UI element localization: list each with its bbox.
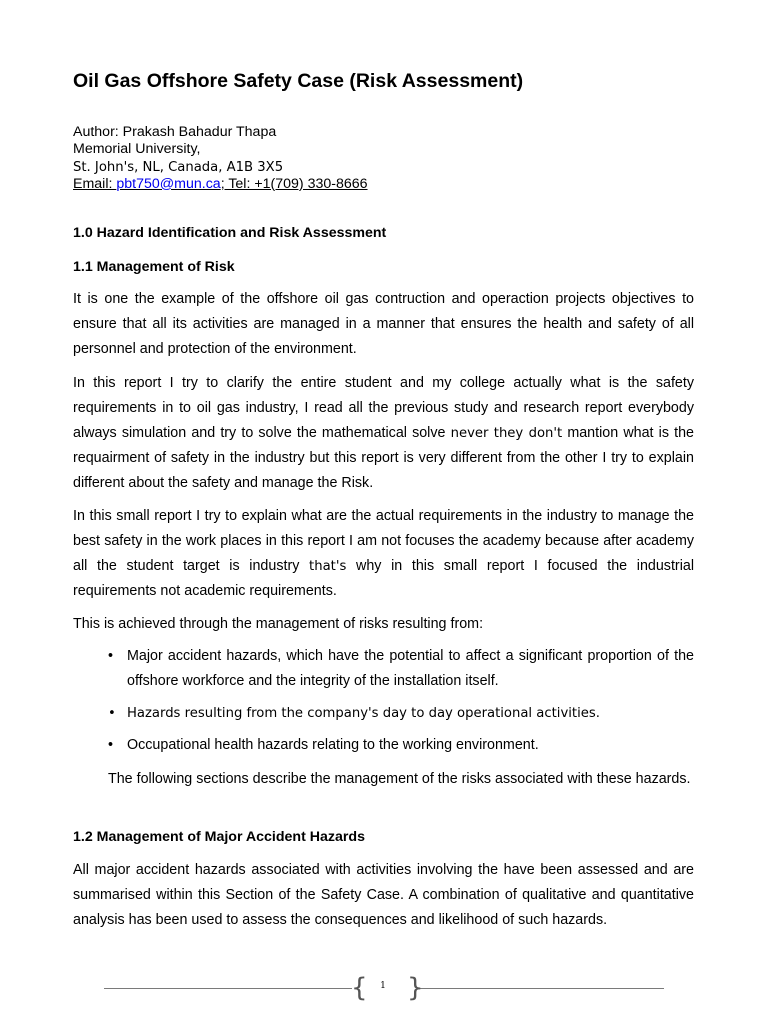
paragraph-3-text-b: that's: [309, 559, 347, 574]
bullet-icon: •: [108, 648, 114, 664]
paragraph-2: [73, 371, 694, 496]
paragraph-2-text-c: mantion what is the requairment of safety in the industry but this report is very different from the other I try to explain different about the safety and manage the Risk.: [73, 425, 694, 491]
author-institution: Memorial University,: [73, 141, 201, 158]
paragraph-5: The following sections describe the management of the risks associated with these hazards.: [108, 771, 691, 787]
author-name: Author: Prakash Bahadur Thapa: [73, 124, 277, 140]
hazard-list: [108, 644, 694, 758]
list-item: [108, 701, 694, 726]
list-item: [108, 644, 694, 694]
telephone: ; Tel: +1(709) 330-8666: [220, 175, 368, 192]
footer-rule-right: [418, 988, 664, 989]
section-1-heading: 1.0 Hazard Identification and Risk Assessment: [73, 225, 387, 241]
paragraph-3: [73, 504, 694, 604]
paragraph-1: It is one the example of the offshore oil gas contruction and operaction projects objectives to ensure that all its activities are managed in a manner that ensures the health and safety of all personnel and protection of the environment.: [73, 291, 694, 357]
section-1-1-heading: 1.1 Management of Risk: [73, 259, 235, 275]
section-1-2-heading: 1.2 Management of Major Accident Hazards: [73, 829, 365, 845]
footer-bracket-right: }: [407, 973, 424, 1003]
paragraph-4: This is achieved through the management of risks resulting from:: [73, 616, 484, 632]
list-item-text: Hazards resulting from the company's day to day operational activities.: [127, 706, 600, 721]
author-contact: [73, 176, 368, 193]
author-address: St. John's, NL, Canada, A1B 3X5: [73, 159, 284, 175]
paragraph-3-text-a: In this small report I try to explain what are the actual requirements in the industry to manage the best safety in the work places in this report I am not focuses the academy because after academy all the student target is industry: [73, 508, 694, 574]
bullet-icon: •: [108, 737, 114, 753]
email-link[interactable]: pbt750@mun.ca: [116, 175, 221, 192]
paragraph-6: All major accident hazards associated with activities involving the have been assessed and are summarised within this Section of the Safety Case. A combination of qualitative and quantitative analysis has been used to assess the consequences and likelihood of such hazards.: [73, 862, 694, 928]
document-title: Oil Gas Offshore Safety Case (Risk Assessment): [73, 70, 524, 92]
paragraph-3-text-c: why in this small report I focused the industrial requirements not academic requirements.: [73, 558, 694, 599]
list-item-text: Major accident hazards, which have the potential to affect a significant proportion of the offshore workforce and the integrity of the installation itself.: [127, 648, 694, 689]
bullet-icon: •: [108, 706, 116, 721]
footer-rule-left: [104, 988, 352, 989]
paragraph-2-text-a: In this report I try to clarify the entire student and my college actually what is the safety requirements in to oil gas industry, I read all the previous study and research report everybody always simulation and try to solve the mathematical solve: [73, 375, 694, 441]
page-number: 1: [380, 981, 386, 991]
footer-bracket-left: {: [351, 973, 368, 1003]
paragraph-2-text-b: never they don't: [450, 426, 563, 441]
author-block: [73, 124, 368, 193]
list-item: [108, 733, 694, 758]
email-label: Email:: [73, 175, 117, 192]
list-item-text: Occupational health hazards relating to the working environment.: [127, 737, 539, 753]
